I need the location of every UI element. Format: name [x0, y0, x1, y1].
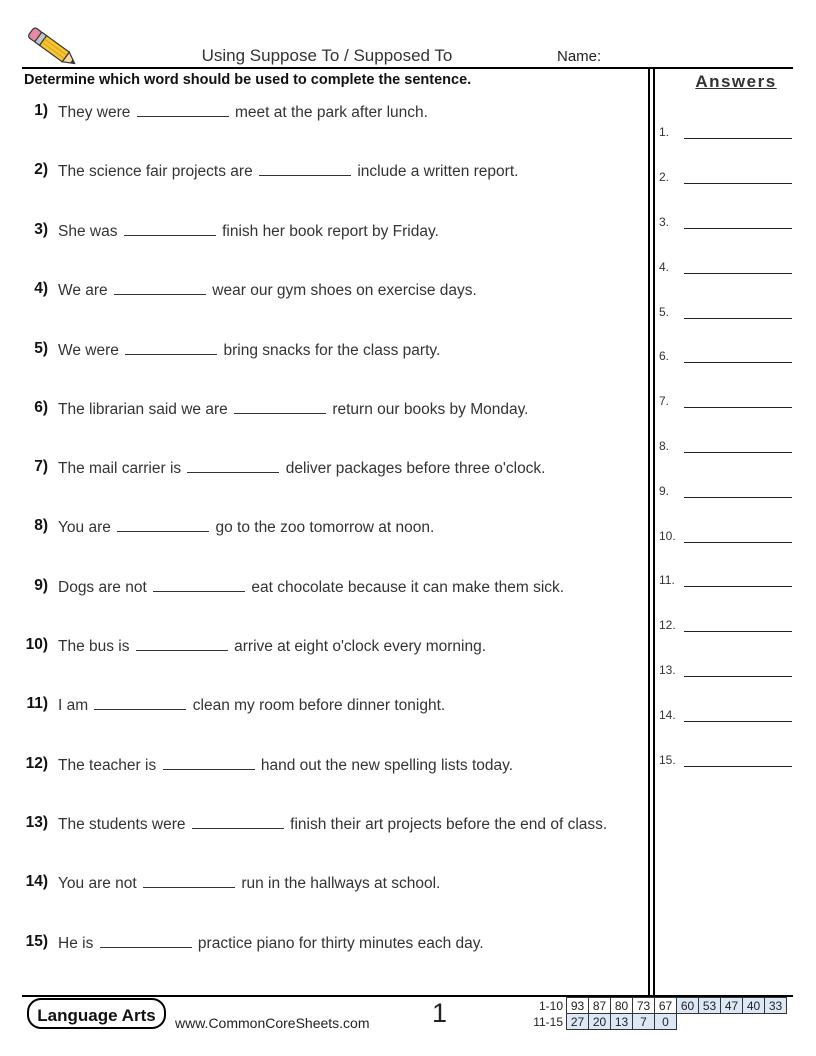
answer-blank[interactable] — [192, 814, 284, 829]
answer-column-divider-inner — [653, 67, 655, 995]
question-text — [58, 814, 607, 834]
answer-item — [659, 125, 793, 143]
score-cell: 0 — [655, 1014, 677, 1030]
name-label: Name: — [557, 48, 602, 65]
answer-blank[interactable] — [136, 636, 228, 651]
score-row-label: 1-10 — [538, 998, 563, 1013]
answer-blank[interactable] — [117, 517, 209, 532]
answer-line[interactable] — [684, 766, 792, 767]
score-cell: 87 — [589, 998, 611, 1014]
answer-item — [659, 753, 793, 771]
answer-blank[interactable] — [124, 221, 216, 236]
question-before: The librarian said we are — [58, 401, 233, 418]
answer-item — [659, 573, 793, 591]
question-after: practice piano for thirty minutes each day. — [193, 935, 484, 952]
answer-line[interactable] — [684, 586, 792, 587]
question-after: clean my room before dinner tonight. — [188, 697, 446, 714]
question-text — [58, 102, 428, 122]
answer-number: 8. — [659, 439, 670, 453]
question-after: eat chocolate because it can make them sick. — [247, 579, 565, 596]
score-cell: 27 — [567, 1014, 589, 1030]
question-number: 13) — [25, 814, 48, 831]
question-after: arrive at eight o'clock every morning. — [229, 638, 487, 655]
answer-line[interactable] — [684, 631, 792, 632]
question-text — [58, 577, 564, 597]
question-number: 9) — [34, 577, 48, 594]
question-number: 3) — [34, 221, 48, 238]
answer-line[interactable] — [684, 318, 792, 319]
question-before: We were — [58, 342, 124, 359]
site-url[interactable]: www.CommonCoreSheets.com — [175, 1015, 370, 1031]
question-text — [58, 280, 477, 300]
answer-number: 1. — [659, 125, 670, 139]
question-after: deliver packages before three o'clock. — [281, 460, 546, 477]
answer-blank[interactable] — [114, 280, 206, 295]
answer-column-divider — [648, 67, 650, 995]
answers-heading: Answers — [695, 72, 777, 91]
answer-number: 2. — [659, 170, 670, 184]
answer-blank[interactable] — [153, 577, 245, 592]
answer-number: 10. — [659, 529, 676, 543]
answer-number: 7. — [659, 394, 670, 408]
answer-number: 12. — [659, 618, 676, 632]
answer-number: 14. — [659, 708, 676, 722]
question-before: The science fair projects are — [58, 163, 258, 180]
score-cell: 67 — [655, 998, 677, 1014]
question-number: 6) — [34, 399, 48, 416]
answer-line[interactable] — [684, 721, 792, 722]
question-before: The teacher is — [58, 757, 161, 774]
question-before: The students were — [58, 816, 190, 833]
question-number: 1) — [34, 102, 48, 119]
question-before: Dogs are not — [58, 579, 152, 596]
worksheet-title: Using Suppose To / Supposed To — [201, 46, 453, 65]
answer-item — [659, 439, 793, 457]
score-cell: 33 — [765, 998, 787, 1014]
question-text — [58, 340, 440, 360]
answer-number: 9. — [659, 484, 670, 498]
score-cell: 20 — [589, 1014, 611, 1030]
question-text — [58, 636, 486, 656]
answer-number: 4. — [659, 260, 670, 274]
question-before: She was — [58, 223, 122, 240]
score-cell: 7 — [633, 1014, 655, 1030]
score-row — [528, 1014, 787, 1030]
answer-number: 5. — [659, 305, 670, 319]
question-after: meet at the park after lunch. — [230, 104, 428, 121]
answer-blank[interactable] — [137, 102, 229, 117]
answer-line[interactable] — [684, 676, 792, 677]
answer-blank[interactable] — [100, 933, 192, 948]
page-number: 1 — [432, 998, 448, 1028]
instructions: Determine which word should be used to complete the sentence. — [24, 72, 472, 88]
question-after: bring snacks for the class party. — [219, 342, 441, 359]
score-cell: 40 — [743, 998, 765, 1014]
answer-line[interactable] — [684, 452, 792, 453]
answer-number: 3. — [659, 215, 670, 229]
answer-item — [659, 349, 793, 367]
answer-blank[interactable] — [187, 458, 279, 473]
score-table — [528, 997, 787, 1030]
question-after: finish their art projects before the end of class. — [285, 816, 608, 833]
score-cell: 47 — [721, 998, 743, 1014]
top-rule — [22, 67, 793, 69]
question-after: finish her book report by Friday. — [217, 223, 439, 240]
score-cell: 93 — [567, 998, 589, 1014]
answer-line[interactable] — [684, 183, 792, 184]
question-before: I am — [58, 697, 93, 714]
question-number: 12) — [25, 755, 48, 772]
score-cell: 73 — [633, 998, 655, 1014]
question-number: 2) — [34, 161, 48, 178]
question-before: The bus is — [58, 638, 134, 655]
answer-line[interactable] — [684, 497, 792, 498]
answer-item — [659, 529, 793, 547]
question-after: return our books by Monday. — [328, 401, 529, 418]
question-text — [58, 458, 546, 478]
question-text — [58, 873, 440, 893]
question-after: include a written report. — [353, 163, 519, 180]
answer-blank[interactable] — [125, 340, 217, 355]
question-number: 8) — [34, 517, 48, 534]
answer-item — [659, 260, 793, 278]
answer-line[interactable] — [684, 138, 792, 139]
answer-item — [659, 708, 793, 726]
answer-item — [659, 663, 793, 681]
question-before: He is — [58, 935, 98, 952]
score-cell: 53 — [699, 998, 721, 1014]
subject-badge: Language Arts — [27, 998, 166, 1029]
question-number: 5) — [34, 340, 48, 357]
answer-number: 15. — [659, 753, 676, 767]
score-row-label: 11-15 — [533, 1014, 563, 1029]
question-after: wear our gym shoes on exercise days. — [208, 282, 477, 299]
question-number: 4) — [34, 280, 48, 297]
answer-number: 6. — [659, 349, 670, 363]
question-text — [58, 221, 439, 241]
question-before: You are not — [58, 875, 142, 892]
answer-item — [659, 618, 793, 636]
answer-line[interactable] — [684, 542, 792, 543]
score-cell: 60 — [677, 998, 699, 1014]
answer-blank[interactable] — [259, 161, 351, 176]
question-before: We are — [58, 282, 112, 299]
question-number: 11) — [26, 695, 48, 712]
answer-line[interactable] — [684, 273, 792, 274]
question-before: They were — [58, 104, 135, 121]
answer-number: 13. — [659, 663, 676, 677]
question-text — [58, 695, 445, 715]
question-number: 14) — [25, 873, 48, 890]
answer-line[interactable] — [684, 407, 792, 408]
question-after: go to the zoo tomorrow at noon. — [211, 519, 435, 536]
answer-item — [659, 170, 793, 188]
question-text — [58, 161, 518, 181]
question-number: 10) — [25, 636, 48, 653]
answer-blank[interactable] — [234, 399, 326, 414]
answer-line[interactable] — [684, 228, 792, 229]
question-text — [58, 399, 529, 419]
answer-item — [659, 394, 793, 412]
score-row — [528, 998, 787, 1014]
answer-blank[interactable] — [143, 873, 235, 888]
answer-item — [659, 305, 793, 323]
answer-number: 11. — [659, 573, 675, 587]
question-number: 7) — [34, 458, 48, 475]
question-number: 15) — [25, 933, 48, 950]
question-before: The mail carrier is — [58, 460, 186, 477]
answer-blank[interactable] — [94, 695, 186, 710]
question-after: run in the hallways at school. — [237, 875, 441, 892]
answer-blank[interactable] — [163, 755, 255, 770]
answer-line[interactable] — [684, 362, 792, 363]
question-text — [58, 933, 484, 953]
score-cell: 80 — [611, 998, 633, 1014]
question-before: You are — [58, 519, 116, 536]
question-after: hand out the new spelling lists today. — [256, 757, 514, 774]
question-text — [58, 755, 513, 775]
answer-item — [659, 484, 793, 502]
answer-item — [659, 215, 793, 233]
score-cell: 13 — [611, 1014, 633, 1030]
question-text — [58, 517, 434, 537]
